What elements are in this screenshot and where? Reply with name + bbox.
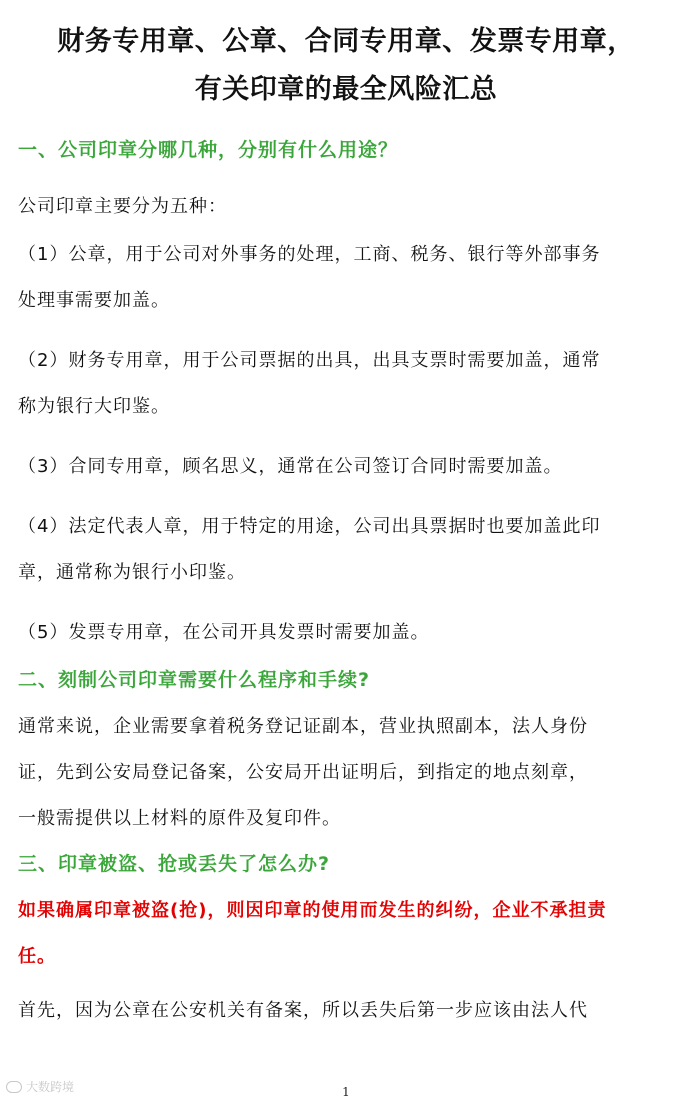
text-line: 一般需提供以上材料的原件及复印件。 [18, 808, 341, 829]
text-line: （4）法定代表人章，用于特定的用途，公司出具票据时也要加盖此印 [18, 516, 601, 537]
watermark-text: 大数跨境 [26, 1080, 75, 1094]
title-line-2: 有关印章的最全风险汇总 [194, 74, 498, 105]
text-line: 如果确属印章被盗(抢)，则因印章的使用而发生的纠纷，企业不承担责 [18, 900, 607, 921]
section-1-intro [18, 184, 674, 230]
title-line-1: 财务专用章、公章、合同专用章、发票专用章， [57, 26, 635, 57]
section-2-body [18, 704, 674, 842]
section-2-heading: 二、刻制公司印章需要什么程序和手续? [18, 669, 371, 691]
text-line: （2）财务专用章，用于公司票据的出具，出具支票时需要加盖，通常 [18, 350, 601, 371]
seal-item-2 [18, 338, 674, 430]
text-line: 称为银行大印鉴。 [18, 396, 170, 417]
section-1-heading: 一、公司印章分哪几种，分别有什么用途？ [18, 139, 399, 161]
text-line: 证，先到公安局登记备案，公安局开出证明后，到指定的地点刻章， [18, 762, 588, 783]
text-line: （1）公章，用于公司对外事务的处理，工商、税务、银行等外部事务 [18, 244, 601, 265]
text-line: 任。 [18, 946, 56, 967]
section-3-body [18, 988, 674, 1034]
text-line: （3）合同专用章，顾名思义，通常在公司签订合同时需要加盖。 [18, 456, 563, 477]
seal-item-3 [18, 444, 674, 490]
text-line: 公司印章主要分为五种： [18, 196, 227, 217]
seal-item-5 [18, 610, 674, 656]
text-line: 通常来说，企业需要拿着税务登记证副本，营业执照副本，法人身份 [18, 716, 588, 737]
text-line: （5）发票专用章，在公司开具发票时需要加盖。 [18, 622, 430, 643]
document-title [18, 0, 674, 112]
text-line: 首先，因为公章在公安机关有备案，所以丢失后第一步应该由法人代 [18, 1000, 588, 1021]
page-number: 1 [342, 1085, 350, 1099]
seal-item-1 [18, 232, 674, 324]
section-3-highlight [18, 888, 674, 980]
section-3-heading: 三、印章被盗、抢或丢失了怎么办? [18, 853, 331, 875]
seal-item-4 [18, 504, 674, 596]
text-line: 处理事需要加盖。 [18, 290, 170, 311]
text-line: 章，通常称为银行小印鉴。 [18, 562, 246, 583]
